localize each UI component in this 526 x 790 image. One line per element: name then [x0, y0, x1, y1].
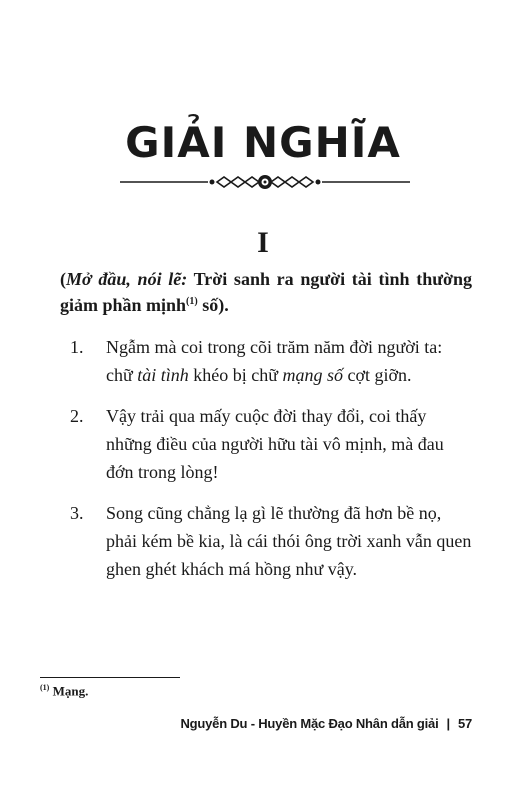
page-title: GIẢI NGHĨA: [125, 118, 401, 167]
verse-text-run: khéo bị chữ: [188, 365, 283, 385]
verse-text-run: Song cũng chẳng lạ gì lẽ thường đã hơn bề nọ, phải kém bề kia, là cái thói ông trời xanh vẫn quen ghen ghét khách má hồng như vậy.: [106, 503, 472, 579]
section-numeral: I: [257, 226, 269, 259]
footnote-divider: [40, 677, 180, 678]
intro-paragraph: (Mở đầu, nói lẽ: Trời sanh ra người tài tình thường giảm phần mịnh$^{(1)}$ số).: [60, 269, 472, 315]
verse-text: [106, 333, 472, 389]
footnote-marker: (1): [40, 683, 50, 692]
verse-emphasis: tài tình: [137, 365, 189, 385]
footnote-text: Mạng.: [49, 683, 89, 699]
verse-text-run: cợt giỡn.: [343, 365, 412, 385]
page-footer: [180, 716, 472, 731]
verse-text: [106, 499, 472, 583]
footnote: [40, 683, 88, 699]
intro-lead: Mở đầu, nói lẽ:: [66, 269, 188, 289]
verse-number: 1.: [70, 337, 84, 357]
intro-tail: số).: [197, 295, 229, 315]
verse-text-run: Vậy trải qua mấy cuộc đời thay đổi, coi thấy những điều của người hữu tài vô mịnh, mà đau đớn trong lòng!: [106, 406, 444, 482]
verse-list: [70, 333, 472, 596]
verse-text: [106, 402, 472, 486]
verse-item: [70, 402, 472, 486]
running-head: Nguyễn Du - Huyền Mặc Đạo Nhân dẫn giải: [180, 716, 439, 731]
verse-item: [70, 333, 472, 389]
verse-text-run: Ngẫm mà coi trong cõi trăm năm đời người ta: chữ: [106, 337, 443, 385]
verse-emphasis: mạng số: [282, 365, 344, 385]
page-number: 57: [457, 716, 472, 731]
footer-separator: |: [446, 716, 450, 731]
verse-number: 3.: [70, 503, 84, 523]
divider-ornament-icon: [120, 172, 410, 192]
footnote-ref[interactable]: (1): [186, 296, 198, 307]
verse-item: [70, 499, 472, 583]
intro-text: Trời sanh ra người tài tình thường giảm phần mịnh: [60, 269, 472, 315]
verse-number: 2.: [70, 406, 84, 426]
